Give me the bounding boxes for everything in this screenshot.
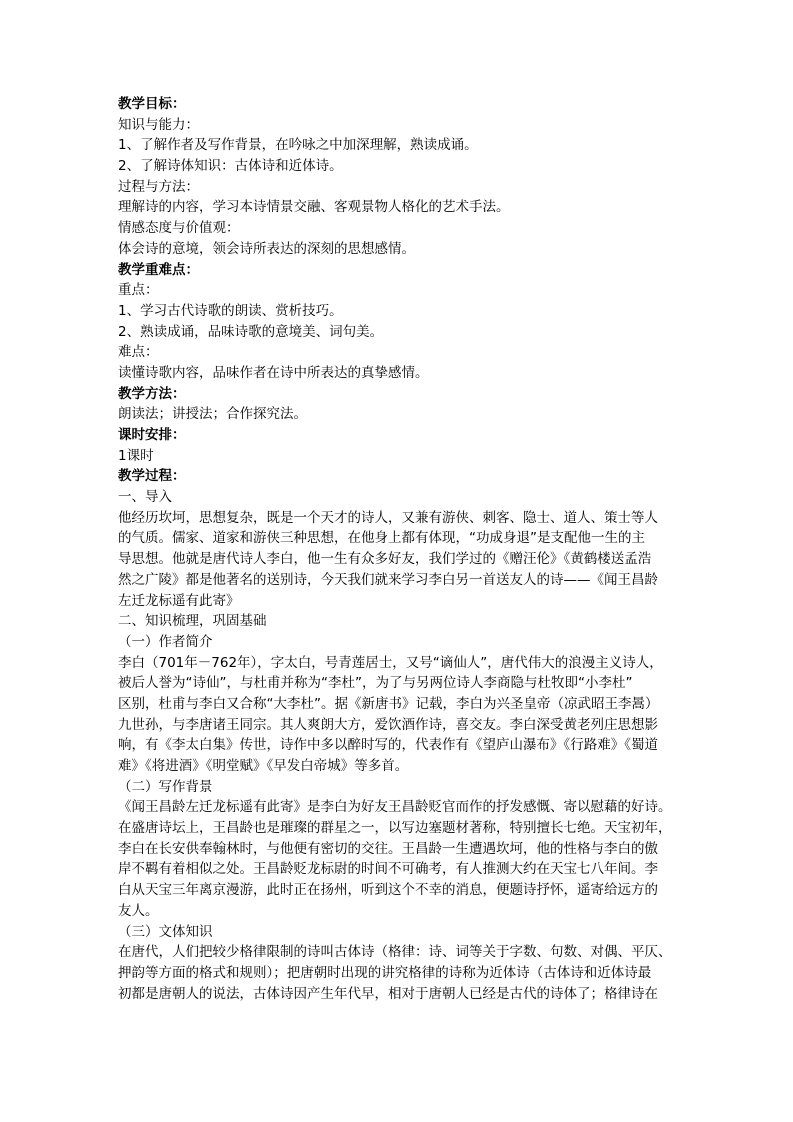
section-heading: 教学目标： bbox=[118, 96, 186, 112]
section-heading: 教学过程： bbox=[118, 468, 186, 485]
text-line: 2、熟读成诵，品味诗歌的意境美、词句美。 bbox=[118, 323, 384, 340]
text-line: 2、了解诗体知识：古体诗和近体诗。 bbox=[118, 158, 343, 175]
section-heading: 课时安排： bbox=[118, 427, 186, 443]
section-heading: 教学方法： bbox=[118, 385, 186, 402]
text-line: 押韵等方面的格式和规则）；把唐朝时出现的讲究格律的诗称为近体诗（古体诗和近体诗最 bbox=[118, 964, 652, 981]
text-line: 九世孙，与李唐诸王同宗。其人爽朗大方，爱饮酒作诗，喜交友。李白深受黄老列庄思想影 bbox=[118, 716, 658, 733]
text-line: 被后人誉为“诗仙”，与杜甫并称为“李杜”，为了与另两位诗人李商隐与杜牧即“小李杜” bbox=[118, 675, 633, 692]
text-line: （二）写作背景 bbox=[118, 778, 213, 795]
text-line: 岸不羁有着相似之处。王昌龄贬龙标尉的时间不可确考，有人推测大约在天宝七八年间。李 bbox=[118, 861, 658, 878]
text-line: 情感态度与价值观： bbox=[118, 220, 240, 237]
text-line: 难》《将进酒》《明堂赋》《早发白帝城》等多首。 bbox=[118, 758, 409, 774]
text-line: 1、学习古代诗歌的朗读、赏析技巧。 bbox=[118, 302, 343, 319]
text-line: 区别，杜甫与李白又合称“大李杜”。据《新唐书》记载，李白为兴圣皇帝（凉武昭王李暠） bbox=[118, 695, 659, 712]
text-line: 导思想。他就是唐代诗人李白，他一生有众多好友，我们学过的《赠汪伦》《黄鹤楼送孟浩 bbox=[118, 551, 652, 568]
text-line: 过程与方法： bbox=[118, 178, 199, 195]
text-line: 体会诗的意境，领会诗所表达的深刻的思想感情。 bbox=[118, 240, 415, 257]
text-line: 他经历坎坷，思想复杂，既是一个天才的诗人，又兼有游侠、刺客、隐士、道人、策士等人 bbox=[118, 509, 658, 526]
text-line: 《闻王昌龄左迁龙标遥有此寄》是李白为好友王昌龄贬官而作的抒发感慨、寄以慰藉的好诗。 bbox=[118, 799, 672, 816]
text-line: 李白（701年－762年），字太白，号青莲居士，又号“谪仙人”，唐代伟大的浪漫主义诗人， bbox=[118, 654, 663, 671]
document-page bbox=[118, 94, 678, 1004]
text-line: （一）作者简介 bbox=[118, 633, 213, 650]
text-line: 理解诗的内容，学习本诗情景交融、客观景物人格化的艺术手法。 bbox=[118, 199, 510, 216]
text-line: 友人。 bbox=[118, 902, 159, 919]
text-line: 朗读法；讲授法；合作探究法。 bbox=[118, 406, 307, 423]
text-line: 在盛唐诗坛上，王昌龄也是璀璨的群星之一，以写边塞题材著称，特别擅长七绝。天宝初年， bbox=[118, 820, 672, 837]
text-line: 李白在长安供奉翰林时，与他便有密切的交往。王昌龄一生遭遇坎坷，他的性格与李白的傲 bbox=[118, 840, 658, 857]
text-line: 知识与能力： bbox=[118, 116, 199, 133]
text-line: 一、导入 bbox=[118, 489, 172, 506]
text-line: 然之广陵》都是他著名的送别诗，今天我们就来学习李白另一首送友人的诗——《闻王昌龄 bbox=[118, 571, 658, 588]
text-line: 响，有《李太白集》传世，诗作中多以醉时写的，代表作有《望庐山瀑布》《行路难》《蜀道 bbox=[118, 737, 658, 754]
text-line: 在唐代，人们把较少格律限制的诗叫古体诗（格律：诗、词等关于字数、句数、对偶、平仄、 bbox=[118, 944, 672, 961]
text-line: 重点： bbox=[118, 282, 159, 299]
text-line: 难点： bbox=[118, 344, 159, 361]
text-line: 左迁龙标遥有此寄》 bbox=[118, 592, 240, 609]
text-line: 白从天宝三年离京漫游，此时正在扬州，听到这个不幸的消息，便题诗抒怀，遥寄给远方的 bbox=[118, 882, 658, 899]
text-line: （三）文体知识 bbox=[118, 923, 213, 940]
text-line: 读懂诗歌内容，品味作者在诗中所表达的真挚感情。 bbox=[118, 364, 429, 381]
text-line: 的气质。儒家、道家和游侠三种思想，在他身上都有体现，“功成身退”是支配他一生的主 bbox=[118, 530, 645, 547]
text-line: 初都是唐朝人的说法，古体诗因产生年代早，相对于唐朝人已经是古代的诗体了；格律诗在 bbox=[118, 985, 658, 1002]
text-line: 1课时 bbox=[118, 447, 154, 464]
section-heading: 教学重难点： bbox=[118, 261, 199, 278]
text-line: 1、了解作者及写作背景，在吟咏之中加深理解，熟读成诵。 bbox=[118, 137, 478, 154]
text-line: 二、知识梳理，巩固基础 bbox=[118, 613, 267, 630]
